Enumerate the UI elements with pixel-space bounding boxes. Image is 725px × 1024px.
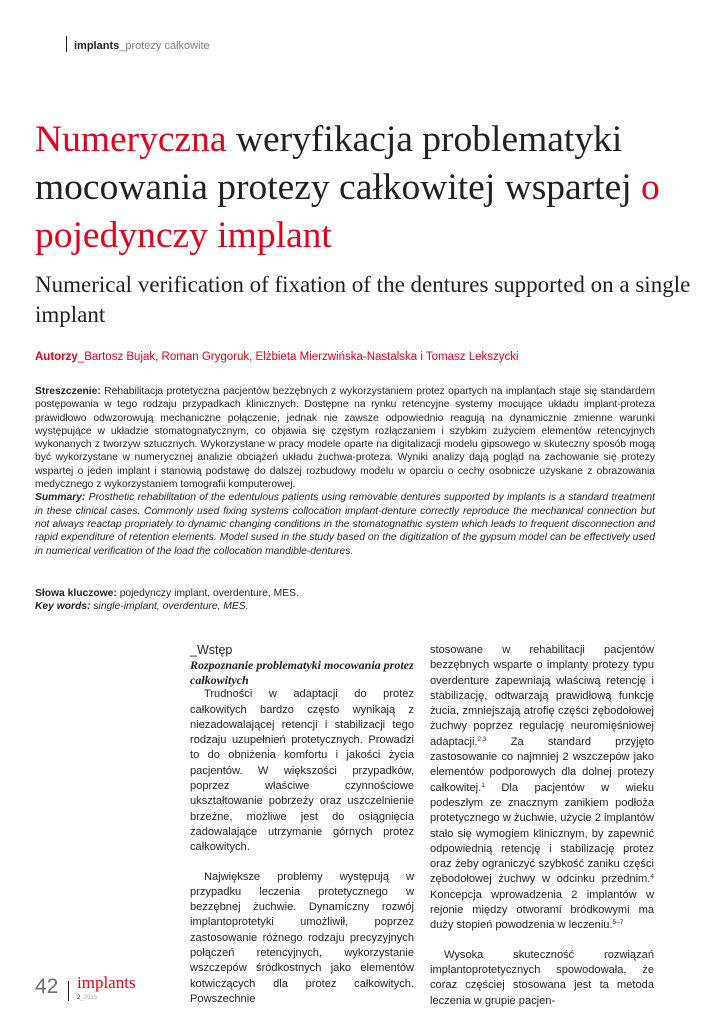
footer-issue-number: 2 — [77, 995, 81, 1001]
paragraph-gap — [430, 934, 654, 948]
keywords-pl-text: pojedynczy implant, overdenture, MES. — [116, 588, 299, 599]
body-column-1 — [190, 643, 414, 1007]
paragraph: Największe problemy występują w przypadku leczenia protetycznego w bezzębnej żuchwie. Dynamiczny rozwój implantoprotetyki umożliwił, poprzez zastosowanie różnego rodzaju precyzyjnych połączeń retencyjnych, wykorzystanie wszczepów śródkostnych jako elementów kotwiczących dla protez całkowitych. Powszechnie — [190, 870, 414, 1005]
citation-ref: 5–7 — [612, 919, 624, 927]
header-section: implants — [74, 40, 120, 52]
paragraph-text: Koncepcja wprowadzenia 2 implantów w rejonie między otworami bródkowymi ma duży stopień powodzenia w leczeniu. — [430, 888, 654, 932]
keywords — [35, 587, 655, 614]
abstract-en-text: Prosthetic rehabilitation of the edentulous patients using removable dentures supported by implants is a standard treatment in these clinical cases. Commonly used fixing systems collocation implant-denture correctly reproduce the mechanical connection but not always reactap propriately to dynamic changing conditions in the stomatognathic system which leads to frequent disconnection and rapid expenditure of retention elements. Model sused in the study based on the digitization of the gypsum model can be effectively used in numerical verification of the load the collocation mandible-dentures. — [35, 492, 655, 557]
abstract — [35, 385, 655, 558]
keywords-en-text: single-implant, overdenture, MES. — [90, 601, 249, 613]
keywords-en — [35, 600, 655, 613]
footer-divider — [68, 981, 69, 1001]
paragraph-text: Za standard przyjęto zastosowanie co najmniej 2 wszczepów jako elementów podporowych dla dolnej protezy całkowitej. — [430, 735, 654, 794]
keywords-en-label: Key words: — [35, 601, 91, 613]
header-divider — [66, 36, 67, 52]
citation-ref: 4 — [650, 873, 654, 881]
header-subsection: _protezy całkowite — [119, 40, 210, 52]
page-number: 42 — [35, 975, 59, 998]
article-subtitle: Numerical verification of fixation of the dentures supported on a single implant — [35, 272, 691, 327]
paragraph-text: stosowane w rehabilitacji pacjentów bezzębnych wsparte o implanty protezy typu overdenture zapewniają właściwą retencję i stabilizację, odtwarzają prawidłową funkcję żucia, zmniejszają atrofię części zębodołowej żuchwy poprzez regulację neuromięśniowej adaptacji. — [430, 644, 654, 748]
paragraph: Trudności w adaptacji do protez całkowitych bardzo często wynikają z niezadowalającej retencji i stabilizacji tego rodzaju uzupełnień protetycznych. Prowadzi to do obniżenia komfortu i jakości życia pacjentów. W większości przypadków, poprzez właściwe czynnościowe ukształtowanie pobrzeży oraz uszczelnienie brzeżne, możliwe jest do osiągnięcia zadowalające utrzymanie górnych protez całkowitych. — [190, 688, 414, 854]
abstract-pl-label: Streszczenie: — [35, 386, 101, 397]
header-text — [74, 40, 210, 52]
page-footer — [35, 975, 235, 1005]
abstract-pl — [35, 385, 655, 491]
paragraph — [430, 643, 654, 934]
paragraph: Wysoka skuteczność rozwiązań implantoprotetycznych spowodowała, że coraz częściej stosowana jest ta metoda leczenia w grupie pacjen- — [430, 948, 654, 1007]
title-part-2: weryfikacja problematyki mocowania protezy całkowitej wspartej — [35, 119, 642, 208]
citation-ref: 2,3 — [477, 735, 487, 743]
abstract-pl-text: Rehabilitacja protetyczna pacjentów bezzębnych z wykorzystaniem protez opartych na implantach staje się standardem postępowania w tego rodzaju przypadkach klinicznych. Dostępne na rynku retencyjne systemy mocujące układu implant-proteza prawidłowo odwzorowują mechaniczne połączenie, jednak nie zawsze odpowiednio reagują na dynamicznie zmienne warunki występujące w układzie stomatognatycznym, co objawia się częstym rozłączaniem i szybkim zużyciem elementów retencyjnych wykonanych z tworzyw sztucznych. Wykorzystane w pracy modele oparte na digitalizacji modelu gipsowego w skuteczny sposób mogą być wykorzystane w numerycznej analizie obciążeń układu żuchwa-proteza. Wyniki analizy dają pogląd na zachowanie się protezy wspartej o jeden implant i stanowią podstawę do dalszej rozbudowy modelu w oparciu o cechy osobnicze uzyskane z obrazowania medycznego z wykorzystaniem tomografii komputerowej. — [35, 386, 655, 491]
article-title — [35, 116, 695, 260]
keywords-pl — [35, 587, 655, 600]
abstract-en — [35, 491, 655, 557]
footer-issue-year: _2015 — [80, 995, 98, 1001]
authors-line — [35, 351, 519, 363]
footer-issue — [77, 995, 97, 1001]
title-part-3: o pojedynczy implant — [35, 167, 660, 256]
authors-names: _Bartosz Bujak, Roman Grygoruk, Elżbieta Mierzwińska-Nastalska i Tomasz Lekszycki — [77, 351, 519, 363]
keywords-pl-label: Słowa kluczowe: — [35, 588, 117, 599]
abstract-en-label: Summary: — [35, 492, 86, 504]
subheading: Rozpoznanie problematyki mocowania protez całkowitych — [190, 658, 414, 687]
authors-label: Autorzy — [35, 351, 78, 363]
title-part-1: Numeryczna — [35, 119, 227, 160]
footer-brand: implants — [77, 973, 136, 992]
body-column-2 — [430, 643, 654, 1009]
section-title: _Wstęp — [190, 643, 233, 657]
citation-ref: 1 — [481, 781, 485, 789]
paragraph-gap — [190, 856, 414, 870]
paragraph-text: Dla pacjentów w wieku podeszłym ze znacznym zanikiem podłoża protetycznego w żuchwie, użycie 2 implantów stało się wymogiem klinicznym, by zapewnić odpowiednią retencję i stabilizację protez oraz żeby ograniczyć szybkość zaniku części zębodołowej żuchwy w odcinku przednim. — [430, 781, 654, 886]
